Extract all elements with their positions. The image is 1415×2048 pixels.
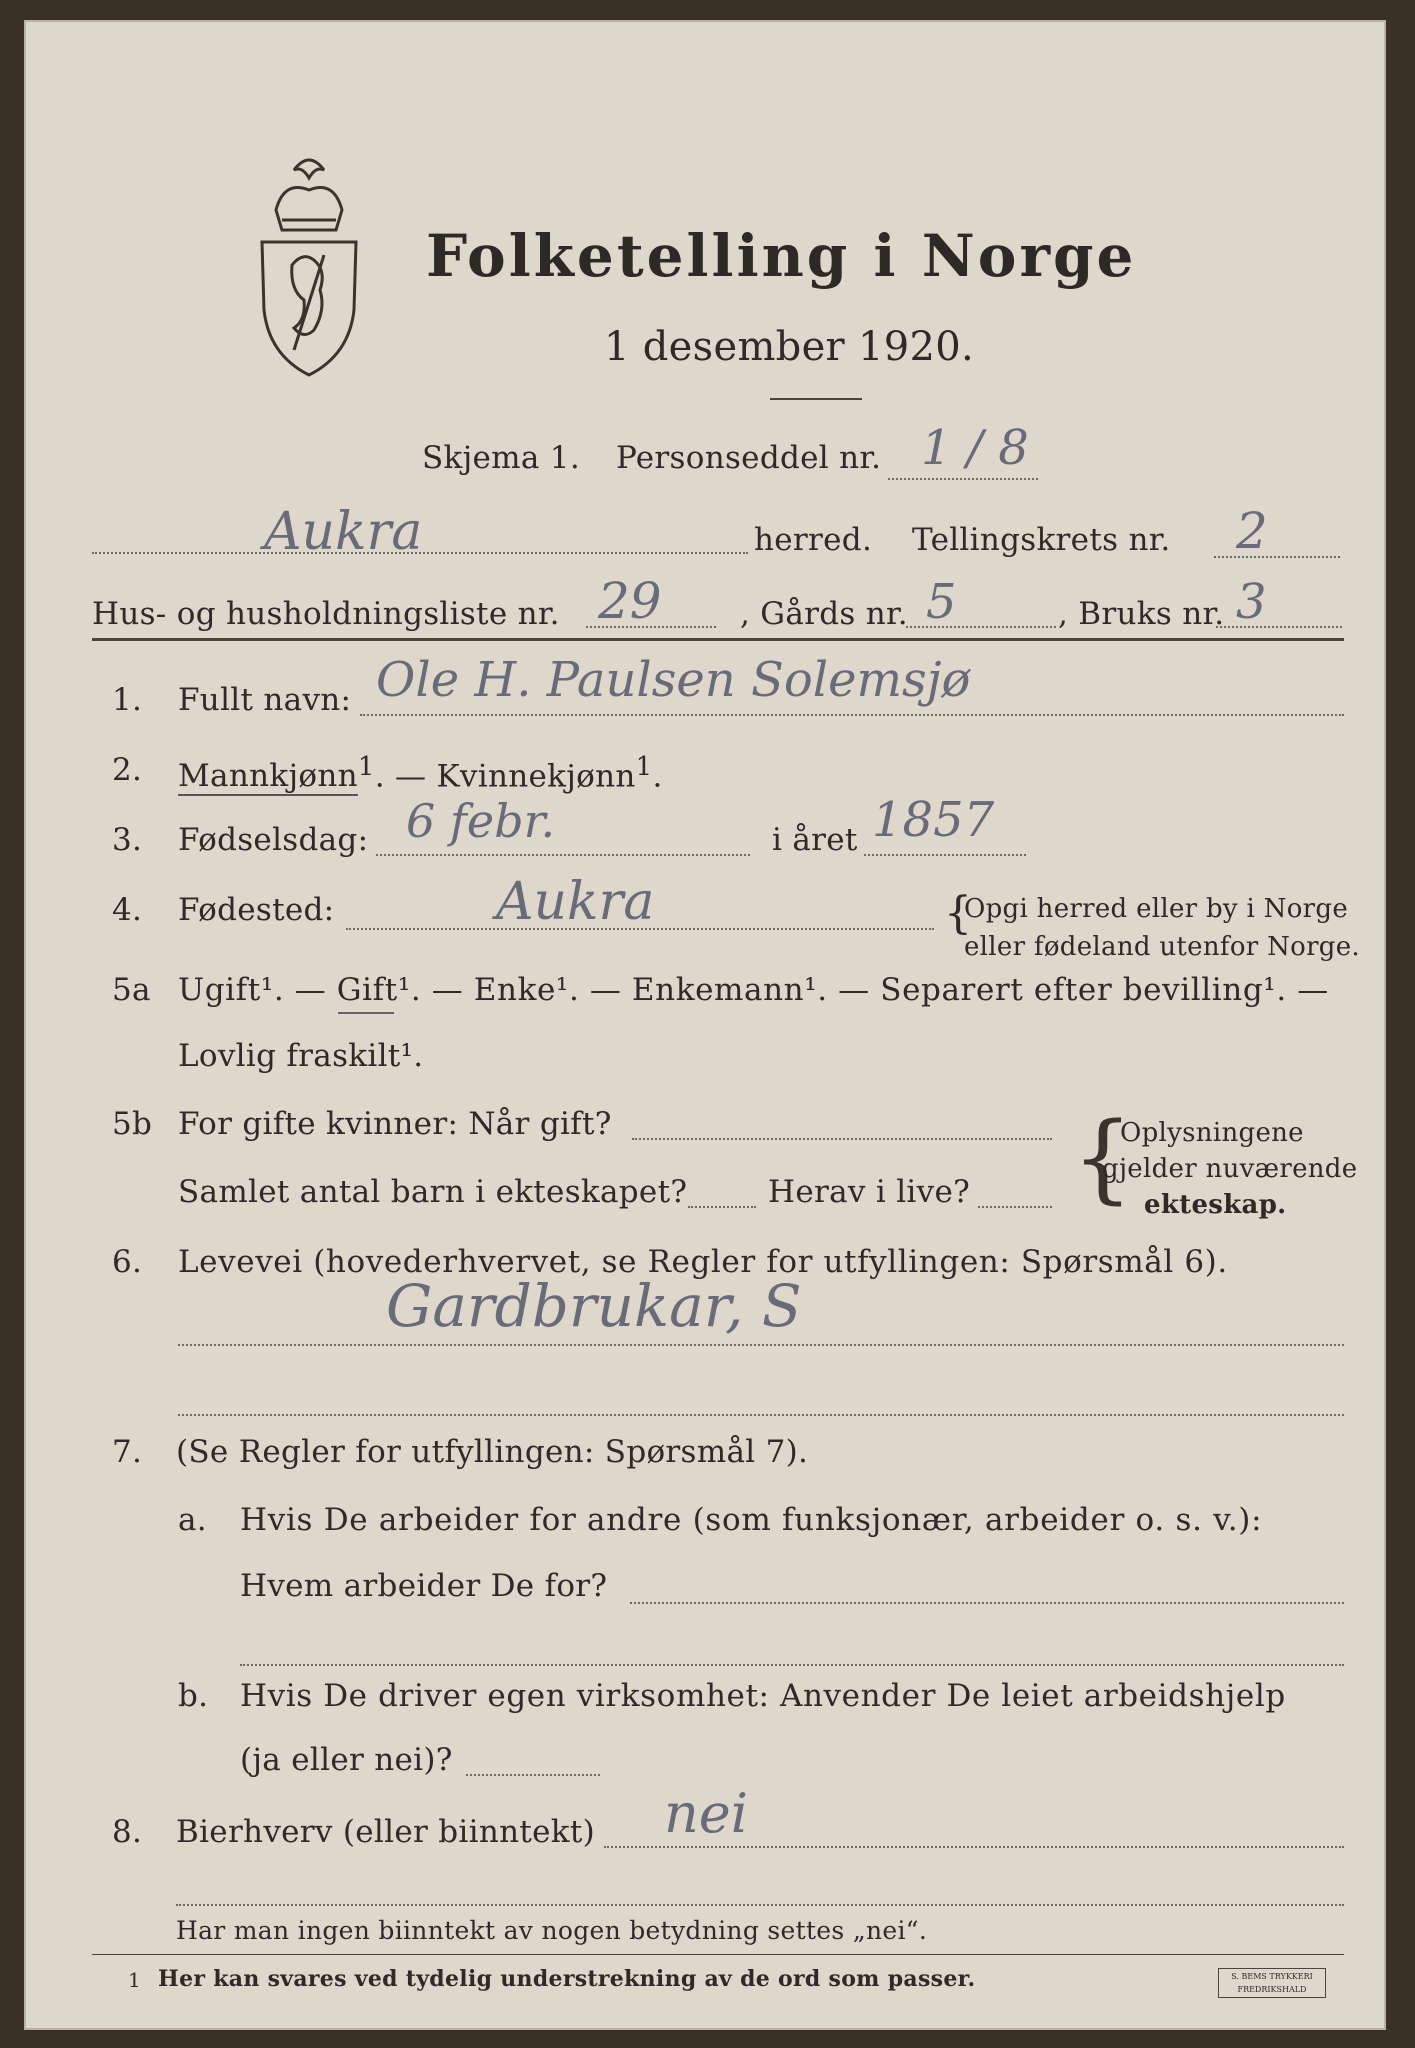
q5b-note-3: ekteskap.: [1144, 1190, 1287, 1220]
q7b-number: b.: [178, 1678, 209, 1714]
q7-label: (Se Regler for utfyllingen: Spørsmål 7).: [176, 1434, 809, 1470]
children-alive-field[interactable]: [978, 1206, 1052, 1208]
gender-separator: . —: [374, 758, 437, 795]
marital-status-options-2[interactable]: Lovlig fraskilt¹.: [178, 1038, 424, 1074]
coat-of-arms-icon: [254, 150, 364, 380]
personseddel-field[interactable]: [888, 478, 1038, 480]
hus-value: 29: [598, 572, 662, 630]
tellingskrets-field[interactable]: [1214, 556, 1340, 558]
birthplace-note-2: eller fødeland utenfor Norge.: [964, 932, 1360, 962]
bruks-label: , Bruks nr.: [1058, 596, 1225, 632]
q4-label: Fødested:: [178, 892, 335, 928]
herred-field[interactable]: [92, 552, 748, 554]
form-title: Folketelling i Norge: [426, 222, 1137, 290]
tellingskrets-value: 2: [1236, 502, 1268, 560]
birthdate-field[interactable]: [376, 854, 750, 856]
gender-male-option[interactable]: Mannkjønn: [178, 758, 358, 795]
footnote-text: Her kan svares ved tydelig understrekning av de ord som passer.: [158, 1966, 976, 1992]
married-underline: [338, 1012, 394, 1014]
q5b-note-1: Oplysningene: [1120, 1118, 1304, 1148]
census-form: [24, 20, 1386, 2030]
footnote-number: 1: [128, 1968, 142, 1992]
title-divider: [770, 398, 862, 400]
footer-divider: [92, 1954, 1344, 1955]
tellingskrets-label: Tellingskrets nr.: [912, 522, 1171, 558]
herred-value: Aukra: [264, 502, 423, 562]
q5b-note-2: gjelder nuværende: [1102, 1154, 1358, 1184]
herred-label: herred.: [754, 522, 873, 558]
birth-year-value: 1857: [872, 792, 995, 848]
personseddel-value: 1 / 8: [921, 420, 1029, 476]
gards-value: 5: [926, 574, 957, 630]
q7a-line-1: Hvis De arbeider for andre (som funksjonær, arbeider o. s. v.):: [240, 1502, 1263, 1538]
side-income-field[interactable]: [604, 1846, 1344, 1848]
q6-label: Levevei (hovederhvervet, se Regler for utfyllingen: Spørsmål 6).: [178, 1244, 1228, 1280]
q7a-line-2: Hvem arbeider De for?: [240, 1568, 608, 1604]
married-when-field[interactable]: [632, 1138, 1052, 1140]
q8-number: 8.: [112, 1814, 143, 1850]
q7-number: 7.: [112, 1434, 143, 1470]
q1-number: 1.: [112, 682, 143, 718]
occupation-value: Gardbrukar, S: [386, 1272, 802, 1340]
q6-number: 6.: [112, 1244, 143, 1280]
q5b-label-3: Herav i live?: [768, 1174, 971, 1210]
q2-number: 2.: [112, 752, 143, 788]
hired-help-field[interactable]: [466, 1774, 600, 1776]
side-income-field-2[interactable]: [176, 1904, 1344, 1906]
q5b-number: 5b: [112, 1106, 153, 1142]
footer-note: Har man ingen biinntekt av nogen betydning settes „nei“.: [176, 1916, 928, 1945]
personseddel-label: Personseddel nr.: [616, 440, 882, 476]
q3-number: 3.: [112, 822, 143, 858]
gender-female-option[interactable]: Kvinnekjønn: [436, 758, 636, 795]
birthplace-note-1: Opgi herred eller by i Norge: [964, 894, 1349, 924]
q7a-number: a.: [178, 1502, 207, 1538]
side-income-value: nei: [664, 1782, 749, 1845]
birth-year-label: i året: [772, 822, 858, 858]
q3-label: Fødselsdag:: [178, 822, 369, 858]
brace-icon: {: [944, 888, 972, 939]
gards-label: , Gårds nr.: [740, 596, 908, 632]
birthplace-value: Aukra: [496, 872, 655, 932]
employer-field-2[interactable]: [240, 1664, 1344, 1666]
gender-end: .: [652, 758, 663, 795]
brace-icon: {: [1072, 1102, 1134, 1214]
q4-number: 4.: [112, 892, 143, 928]
bruks-value: 3: [1236, 574, 1267, 630]
form-date: 1 desember 1920.: [604, 324, 974, 370]
occupation-field-1[interactable]: [178, 1344, 1344, 1346]
q7b-line-2: (ja eller nei)?: [240, 1742, 453, 1778]
q7b-line-1: Hvis De driver egen virksomhet: Anvender De leiet arbeidshjelp: [240, 1678, 1286, 1714]
children-count-field[interactable]: [688, 1206, 756, 1208]
birthdate-value: 6 febr.: [406, 794, 556, 848]
footnote-ref: 1: [357, 752, 375, 782]
full-name-field[interactable]: [360, 714, 1344, 716]
employer-field-1[interactable]: [630, 1602, 1344, 1604]
q2-gender: [178, 752, 663, 794]
full-name-value: Ole H. Paulsen Solemsjø: [376, 652, 971, 708]
schema-label: Skjema 1.: [422, 440, 580, 476]
birth-year-field[interactable]: [864, 854, 1026, 856]
marital-status-options[interactable]: Ugift¹. — Gift¹. — Enke¹. — Enkemann¹. — Separert efter bevilling¹. —: [178, 972, 1329, 1008]
q5b-label-1: For gifte kvinner: Når gift?: [178, 1106, 612, 1142]
bruks-field[interactable]: [1216, 626, 1342, 628]
q5b-label-2: Samlet antal barn i ekteskapet?: [178, 1174, 688, 1210]
hus-label: Hus- og husholdningsliste nr.: [92, 596, 560, 632]
q1-label: Fullt navn:: [178, 682, 352, 718]
occupation-field-2[interactable]: [178, 1414, 1344, 1416]
printer-stamp-text: S. BEMS TRYKKERI FREDRIKSHALD: [1231, 1972, 1313, 1994]
footnote-ref: 1: [635, 752, 653, 782]
printer-stamp: [1218, 1968, 1326, 1998]
q8-label: Bierhverv (eller biinntekt): [176, 1814, 596, 1850]
q5a-number: 5a: [112, 972, 151, 1008]
header-divider: [92, 638, 1344, 641]
